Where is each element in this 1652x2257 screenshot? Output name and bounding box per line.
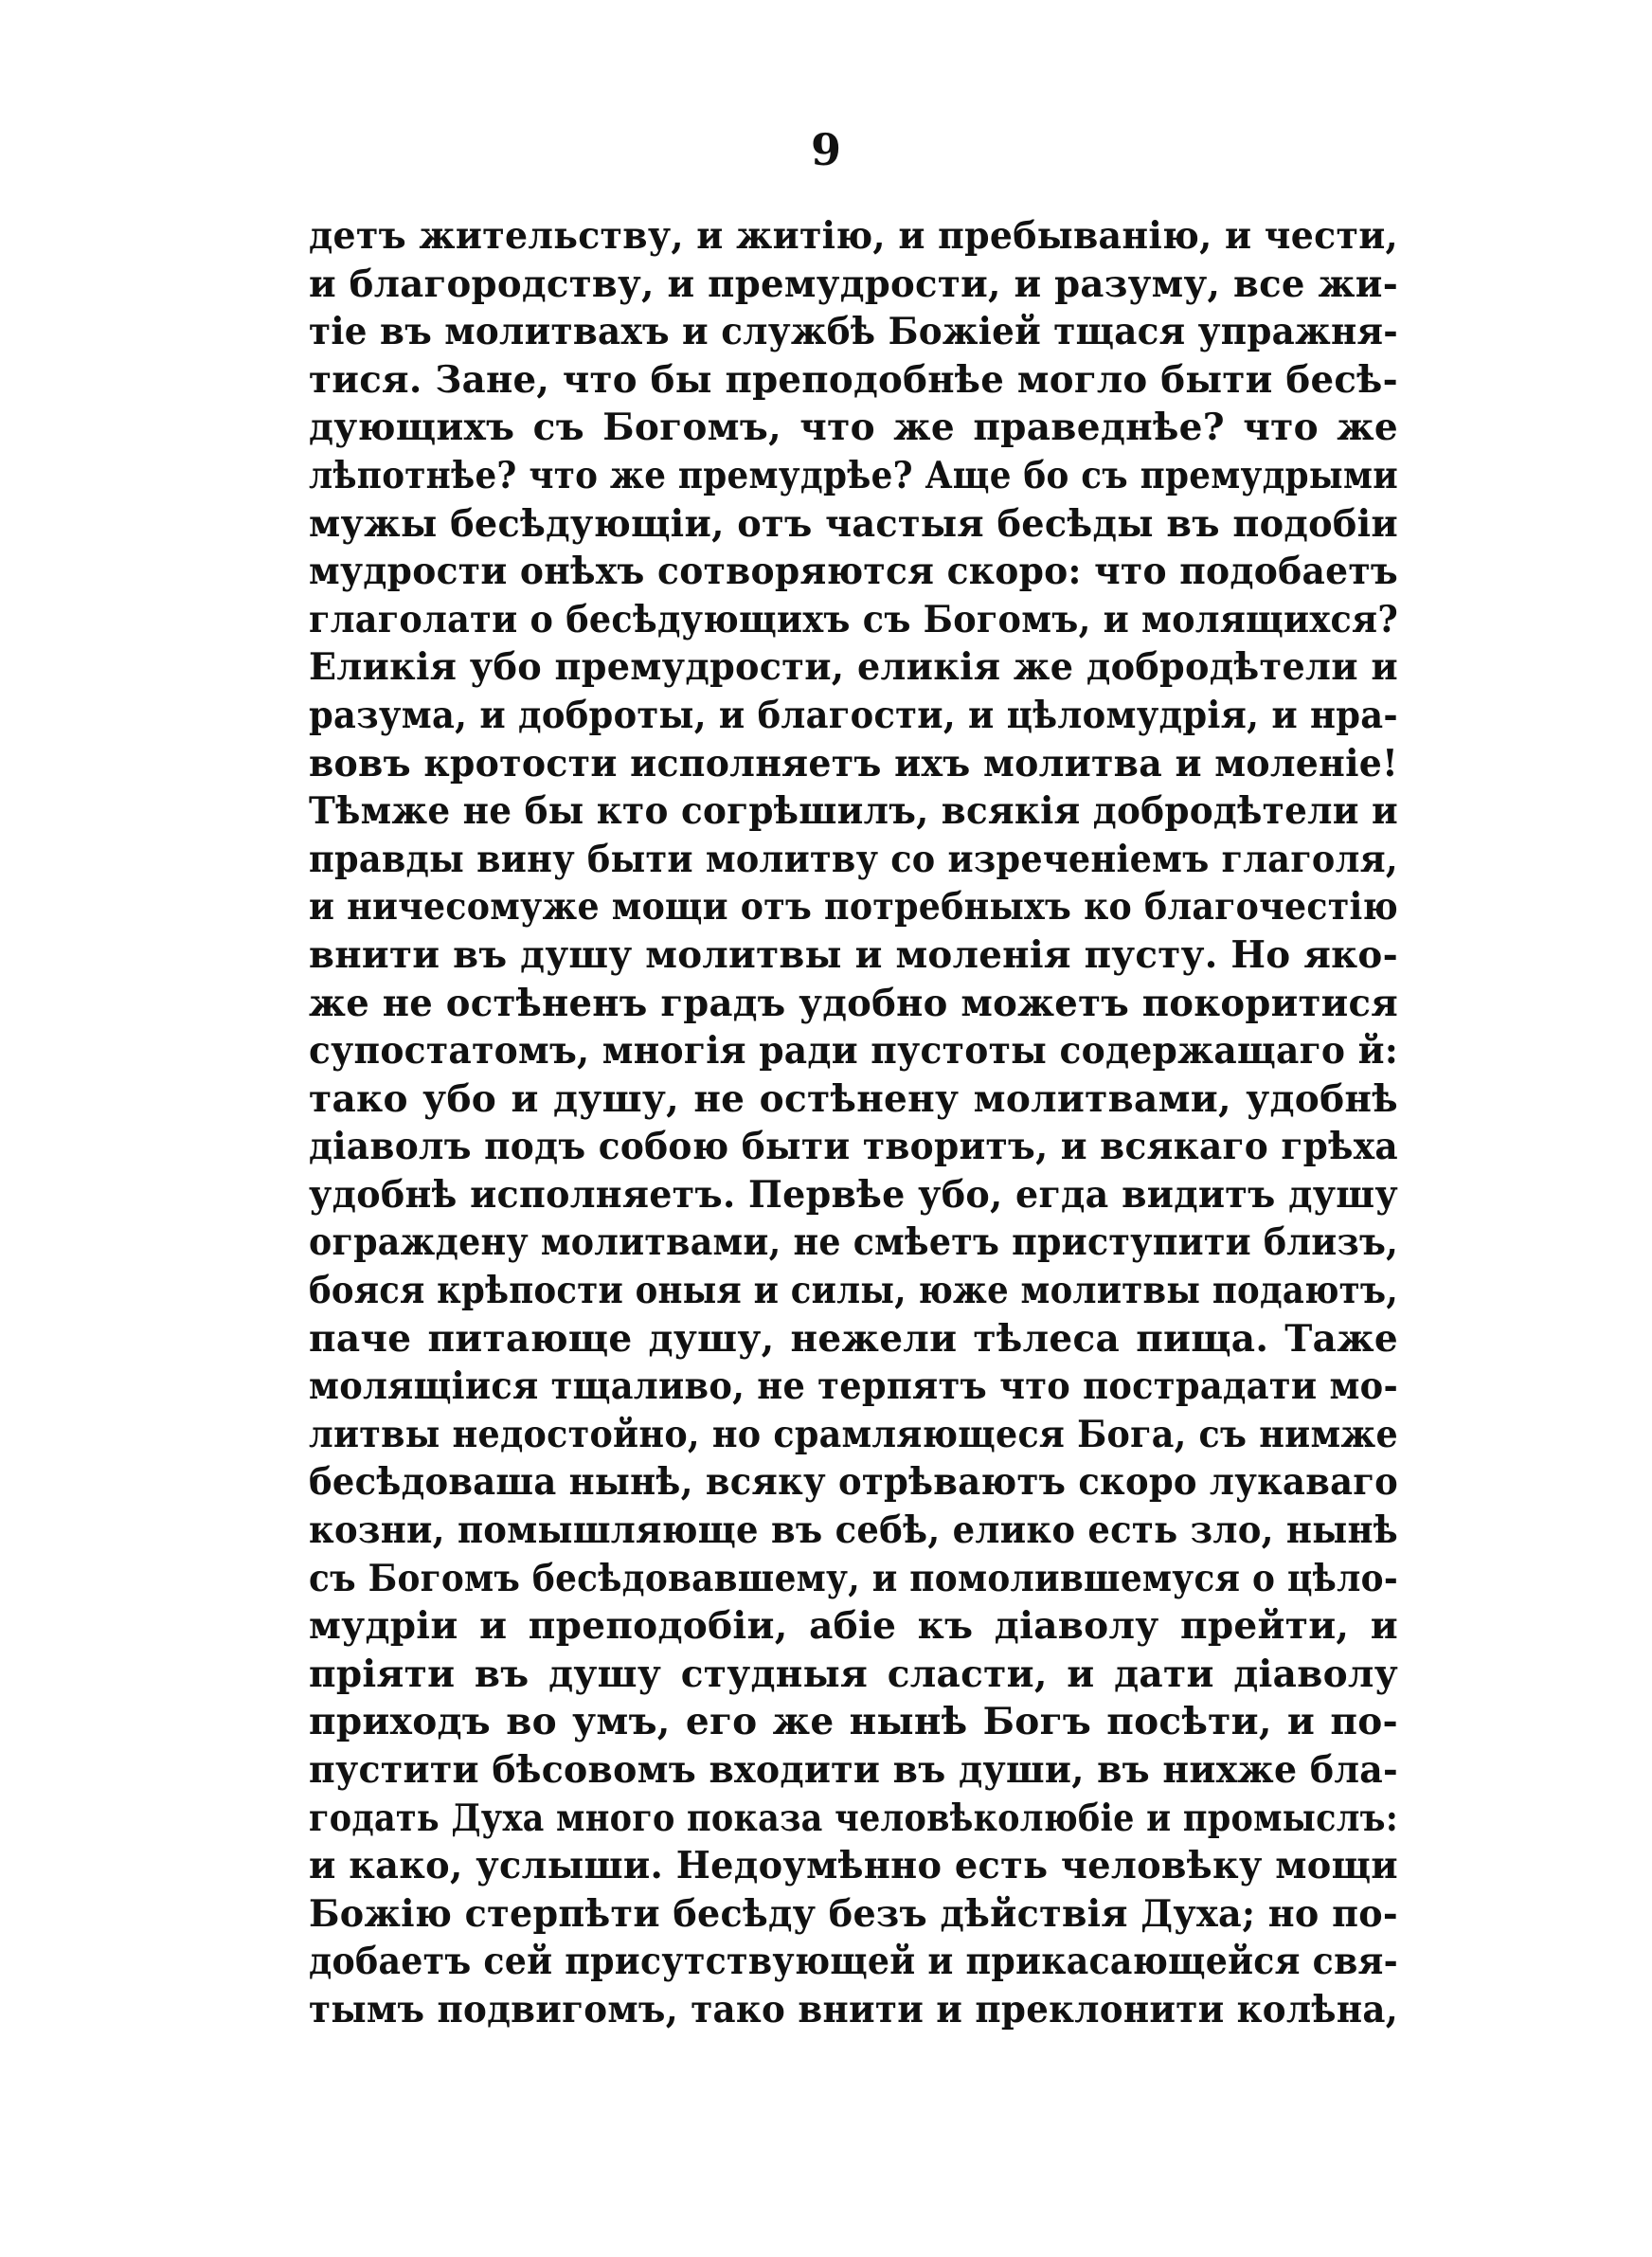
text-line: пріяти въ душу студныя сласти, и дати діаволу	[309, 1652, 1398, 1696]
text-line: пустити бѣсовомъ входити въ души, въ нихже бла-	[309, 1748, 1399, 1792]
text-line: правды вину быти молитву со изреченіемъ глаголя,	[309, 837, 1398, 881]
text-line: паче питающе душу, нежели тѣлеса пища. Таже	[309, 1316, 1398, 1361]
text-line: бояся крѣпости оныя и силы, юже молитвы подаютъ,	[309, 1269, 1398, 1313]
text-line: тымъ подвигомъ, тако внити и преклонити колѣна,	[309, 1987, 1398, 2031]
text-line: мужы бесѣдующіи, отъ частыя бесѣды въ подобіи	[309, 501, 1398, 546]
text-line: супостатомъ, многія ради пустоты содержащаго й:	[309, 1029, 1398, 1074]
text-line: тися. Зане, что бы преподобнѣе могло быти бесѣ-	[309, 357, 1398, 402]
text-line: діаволъ подъ собою быти творитъ, и всякаго грѣха	[309, 1125, 1399, 1169]
page-number: 9	[810, 124, 841, 175]
text-line: литвы недостойно, но срамляющеся Бога, съ нимже	[309, 1412, 1398, 1456]
text-line: разума, и доброты, и благости, и цѣломудрія, и нра-	[309, 693, 1398, 737]
text-line: годать Духа много показа человѣколюбіе и промыслъ:	[309, 1796, 1399, 1840]
text-line: и како, услыши. Недоумѣнно есть человѣку мощи	[309, 1844, 1398, 1888]
text-line: удобнѣ исполняетъ. Первѣе убо, егда видитъ душу	[309, 1172, 1399, 1217]
text-line: тако убо и душу, не остѣнену молитвами, удобнѣ	[309, 1076, 1398, 1121]
text-line: бесѣдоваша нынѣ, всяку отрѣваютъ скоро лукаваго	[309, 1460, 1399, 1505]
text-line: приходъ во умъ, его же нынѣ Богъ посѣти, и по-	[309, 1700, 1398, 1744]
text-line: внити въ душу молитвы и моленія пусту. Но яко-	[309, 932, 1398, 977]
body-text	[309, 212, 1398, 2034]
text-line: мудрости онѣхъ сотворяются скоро: что подобаетъ	[309, 550, 1399, 594]
text-line: дующихъ съ Богомъ, что же праведнѣе? что же	[309, 406, 1398, 450]
text-line: и ничесомуже мощи отъ потребныхъ ко благочестію	[309, 885, 1399, 930]
text-line: тіе въ молитвахъ и службѣ Божіей тщася упражня-	[309, 310, 1399, 354]
text-line: лѣпотнѣе? что же премудрѣе? Аще бо съ премудрыми	[309, 453, 1399, 497]
text-line: мудріи и преподобіи, абіе къ діаволу прейти, и	[309, 1604, 1398, 1649]
text-line: и благородству, и премудрости, и разуму, все жи-	[309, 262, 1399, 306]
text-line: же не остѣненъ градъ удобно можетъ покоритися	[309, 981, 1399, 1025]
text-line: козни, помышляюще въ себѣ, елико есть зло, нынѣ	[309, 1508, 1399, 1553]
text-line: детъ жительству, и житію, и пребыванію, и чести,	[309, 214, 1399, 258]
text-line: ограждену молитвами, не смѣетъ приступити близъ,	[309, 1220, 1399, 1265]
text-line: Божію стерпѣти бесѣду безъ дѣйствія Духа; но по-	[309, 1891, 1398, 1936]
text-line: глаголати о бесѣдующихъ съ Богомъ, и молящихся?	[309, 597, 1399, 641]
text-line: Тѣмже не бы кто согрѣшилъ, всякія добродѣтели и	[309, 789, 1398, 834]
text-line: Еликія убо премудрости, еликія же добродѣтели и	[309, 645, 1398, 690]
text-line: добаетъ сей присутствующей и прикасающейся свя-	[309, 1940, 1399, 1984]
text-line: молящіися тщаливо, не терпятъ что пострадати мо-	[309, 1364, 1398, 1409]
text-line: съ Богомъ бесѣдовавшему, и помолившемуся о цѣло-	[309, 1556, 1398, 1600]
text-line: вовъ кротости исполняетъ ихъ молитва и моленіе!	[309, 741, 1398, 785]
